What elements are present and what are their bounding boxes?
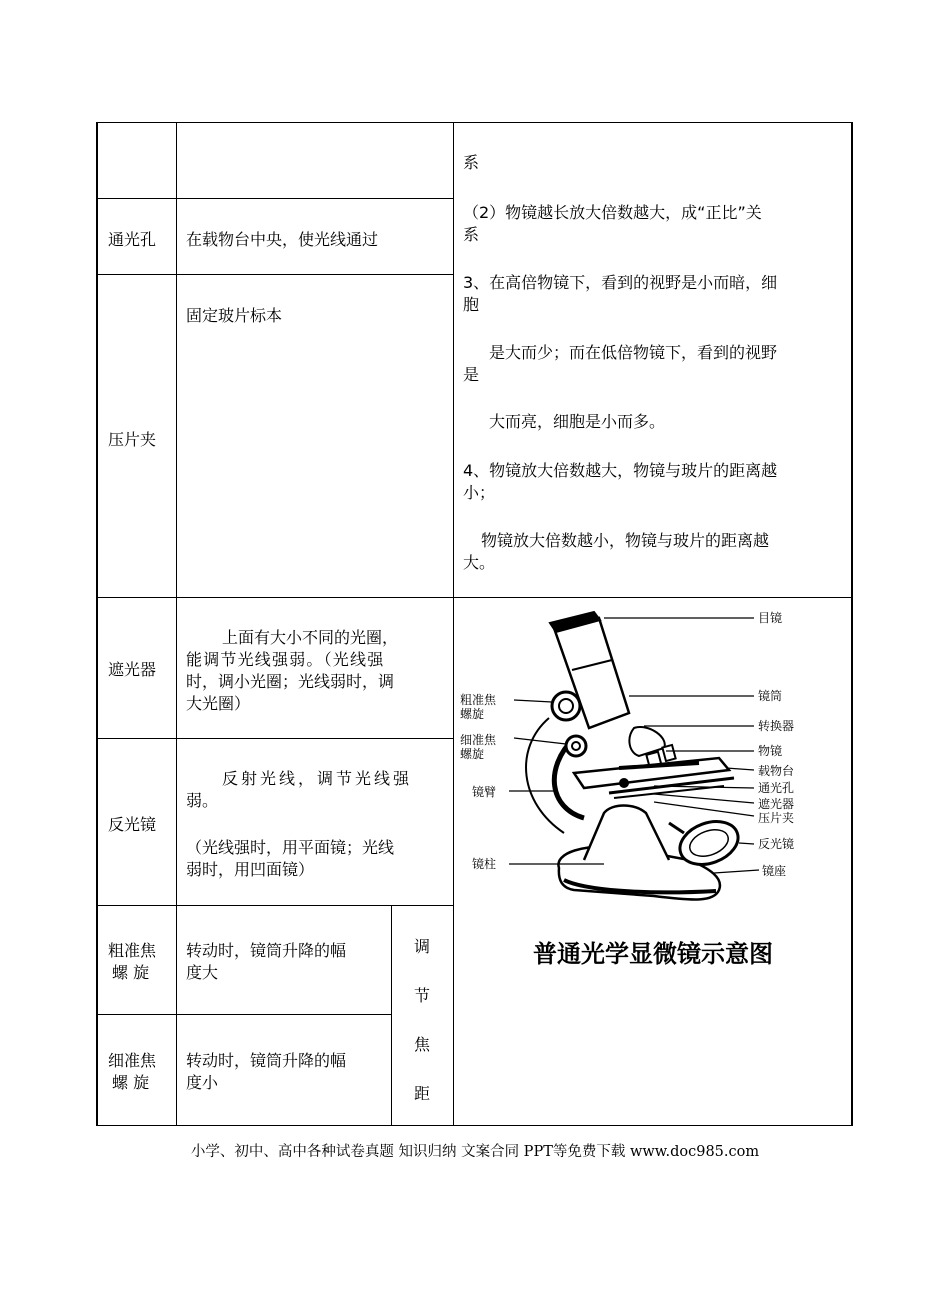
- row-desc-fanguangjing-line: 弱。: [186, 791, 219, 810]
- note-line: 大。: [463, 553, 496, 572]
- row-name-yapianjia: 压片夹: [108, 430, 157, 449]
- merged-note-char: 调: [413, 937, 430, 956]
- label-jingzhu: 镜柱: [472, 857, 497, 871]
- page-footer: 小学、初中、高中各种试卷真题 知识归纳 文案合同 PPT等免费下载 www.doc985.com: [190, 1144, 760, 1160]
- row-desc-cuzhunjiao-line: 转动时，镜筒升降的幅: [186, 941, 347, 960]
- row-desc-xizhunjiao-line: 转动时，镜筒升降的幅: [186, 1051, 347, 1070]
- label-xizhunjiao-2: 螺旋: [460, 747, 485, 761]
- note-line: 小；: [463, 483, 496, 502]
- note-line: 是: [463, 365, 480, 384]
- row-line: [96, 198, 454, 199]
- row-name-zheguangqi: 遮光器: [108, 660, 157, 679]
- row-name-cuzhunjiao: 粗准焦: [108, 941, 157, 960]
- row-desc-fanguangjing-line: 弱时，用凹面镜）: [186, 860, 315, 879]
- label-jingbi: 镜臂: [472, 785, 497, 799]
- merged-note-char: 焦: [413, 1035, 430, 1054]
- note-line: 是大而少；而在低倍物镜下，看到的视野: [489, 343, 778, 362]
- note-line: 系: [463, 225, 480, 244]
- row-line: [96, 905, 454, 906]
- row-desc-fanguangjing-line: 反射光线，调节光线强: [222, 769, 413, 788]
- label-fanguangjing: 反光镜: [758, 837, 795, 851]
- row-line: [96, 274, 454, 275]
- row-desc-zheguangqi-line: 大光圈）: [186, 694, 251, 713]
- note-line: 大而亮，细胞是小而多。: [489, 412, 666, 431]
- label-mujing: 目镜: [758, 611, 783, 625]
- row-name-fanguangjing: 反光镜: [108, 815, 157, 834]
- row-line: [96, 1014, 392, 1015]
- row-name-xizhunjiao: 细准焦: [108, 1051, 157, 1070]
- row-name-tongguangkong: 通光孔: [108, 230, 157, 249]
- row-desc-zheguangqi-line: 上面有大小不同的光圈，: [222, 628, 399, 647]
- row-desc-xizhunjiao-line: 度小: [186, 1073, 219, 1092]
- label-tongguangkong: 通光孔: [758, 781, 795, 795]
- label-cuzhunjiao-2: 螺旋: [460, 707, 485, 721]
- row-desc-zheguangqi-line: 能调节光线强弱。（光线强: [186, 650, 385, 669]
- label-zaiwutai: 载物台: [758, 764, 795, 778]
- merged-note-char: 距: [413, 1084, 430, 1103]
- row-name-cuzhunjiao: 螺 旋: [112, 963, 150, 982]
- note-line: （2）物镜越长放大倍数越大，成“正比”关: [463, 203, 762, 222]
- label-wujing: 物镜: [758, 744, 783, 758]
- note-line: 物镜放大倍数越小，物镜与玻片的距离越: [481, 531, 770, 550]
- label-zhuanhuanqi: 转换器: [758, 719, 795, 733]
- row-line: [96, 738, 454, 739]
- table-border-right: [851, 122, 853, 1126]
- note-line: 系: [463, 153, 480, 172]
- label-zheguangqi: 遮光器: [758, 797, 795, 811]
- label-yapianjia: 压片夹: [758, 811, 795, 825]
- row-desc-cuzhunjiao-line: 度大: [186, 963, 219, 982]
- row-desc-tongguangkong: 在载物台中央，使光线通过: [186, 230, 379, 249]
- label-jingtong: 镜筒: [758, 689, 783, 703]
- note-line: 胞: [463, 295, 480, 314]
- row-desc-yapianjia: 固定玻片标本: [186, 306, 283, 325]
- label-xizhunjiao: 细准焦: [460, 733, 497, 747]
- note-line: 4、物镜放大倍数越大，物镜与玻片的距离越: [463, 461, 778, 480]
- col-divider-1: [176, 122, 177, 1126]
- row-desc-zheguangqi-line: 时，调小光圈；光线弱时，调: [186, 672, 395, 691]
- row-name-xizhunjiao: 螺 旋: [112, 1073, 150, 1092]
- microscope-diagram: [454, 598, 851, 923]
- row-desc-fanguangjing-line: （光线强时，用平面镜；光线: [186, 838, 395, 857]
- merged-note-char: 节: [413, 986, 430, 1005]
- table-border-top: [96, 122, 853, 123]
- table-border-left: [96, 122, 98, 1126]
- label-jingzuo: 镜座: [762, 864, 787, 878]
- note-line: 3、在高倍物镜下，看到的视野是小而暗，细: [463, 273, 778, 292]
- diagram-caption: 普通光学显微镜示意图: [533, 940, 773, 968]
- table-border-bottom: [96, 1125, 853, 1126]
- label-cuzhunjiao: 粗准焦: [460, 693, 497, 707]
